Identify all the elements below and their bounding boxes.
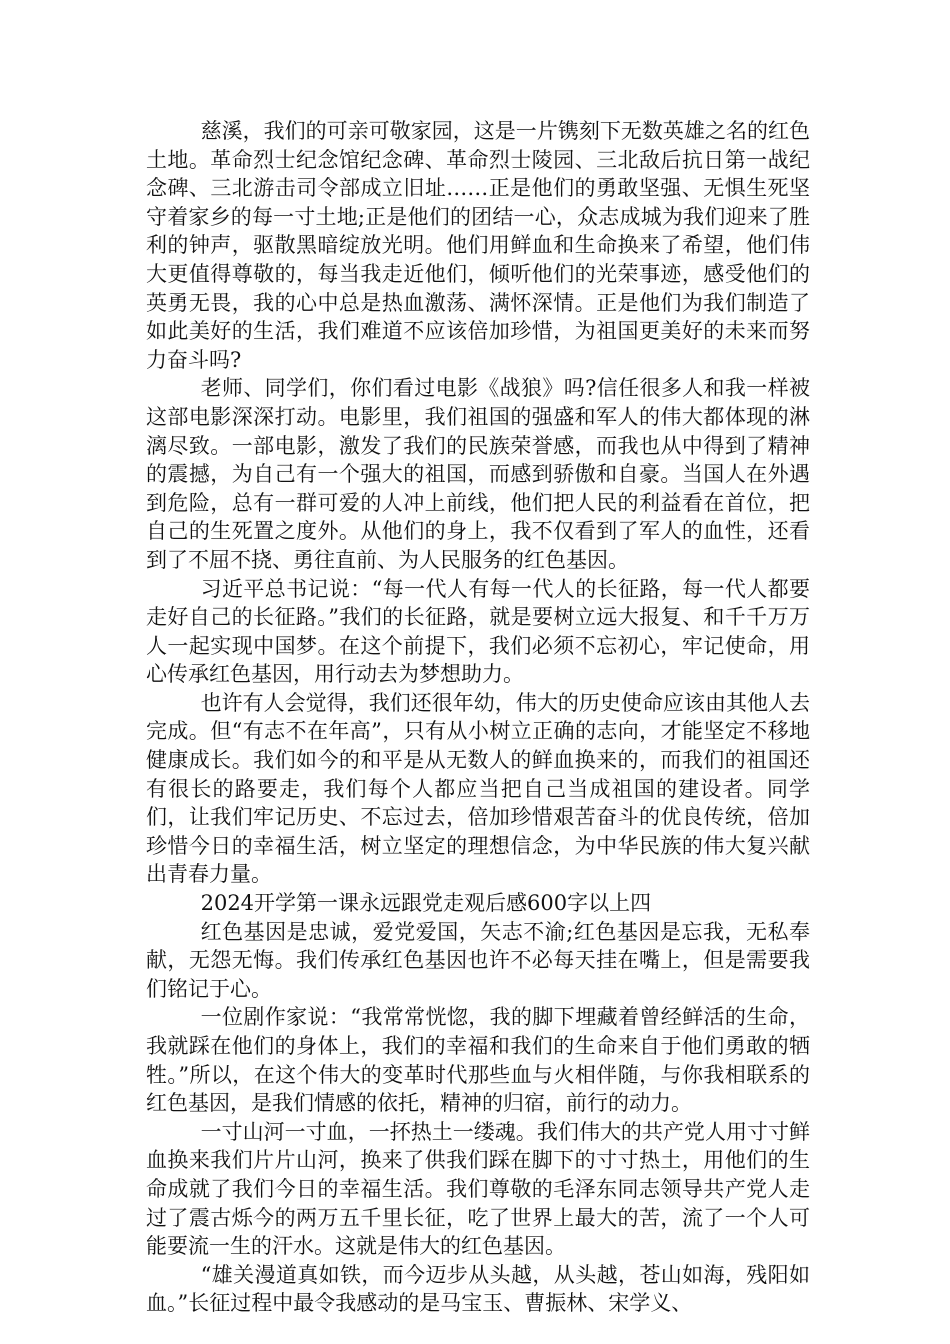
paragraph: “雄关漫道真如铁，而今迈步从头越，从头越，苍山如海，残阳如血。”长征过程中最令我感动的是马宝玉、曹振林、宋学义、: [146, 1262, 810, 1316]
paragraph: 老师、同学们，你们看过电影《战狼》吗?信任很多人和我一样被这部电影深深打动。电影里，我们祖国的强盛和军人的伟大都体现的淋漓尽致。一部电影，激发了我们的民族荣誉感，而我也从中得到了精神的震撼，为自己有一个强大的祖国，而感到骄傲和自豪。当国人在外遇到危险，总有一群可爱的人冲上前线，他们把人民的利益看在首位，把自己的生死置之度外。从他们的身上，我不仅看到了军人的血性，还看到了不屈不挠、勇往直前、为人民服务的红色基因。: [146, 376, 810, 572]
section-subtitle: 2024开学第一课永远跟党走观后感600字以上四: [200, 891, 652, 916]
paragraph: 习近平总书记说：“每一代人有每一代人的长征路，每一代人都要走好自己的长征路。”我们的长征路，就是要树立远大报复、和千千万万人一起实现中国梦。在这个前提下，我们必须不忘初心，牢记使命，用心传承红色基因，用行动去为梦想助力。: [146, 576, 810, 687]
paragraph: 红色基因是忠诚，爱党爱国，矢志不渝;红色基因是忘我，无私奉献，无怨无悔。我们传承红色基因也许不必每天挂在嘴上，但是需要我们铭记于心。: [146, 919, 810, 1001]
paragraph: 慈溪，我们的可亲可敬家园，这是一片镌刻下无数英雄之名的红色土地。革命烈士纪念馆纪念碑、革命烈士陵园、三北敌后抗日第一战纪念碑、三北游击司令部成立旧址……正是他们的勇敢坚强、无惧生死坚守着家乡的每一寸土地;正是他们的团结一心，众志成城为我们迎来了胜利的钟声，驱散黑暗绽放光明。他们用鲜血和生命换来了希望，他们伟大更值得尊敬的，每当我走近他们，倾听他们的光荣事迹，感受他们的英勇无畏，我的心中总是热血激荡、满怀深情。正是他们为我们制造了如此美好的生活，我们难道不应该倍加珍惜，为祖国更美好的未来而努力奋斗吗?: [146, 119, 810, 372]
paragraph: 也许有人会觉得，我们还很年幼，伟大的历史使命应该由其他人去完成。但“有志不在年高”，只有从小树立正确的志向，才能坚定不移地健康成长。我们如今的和平是从无数人的鲜血换来的，而我们的祖国还有很长的路要走，我们每个人都应当把自己当成祖国的建设者。同学们，让我们牢记历史、不忘过去，倍加珍惜艰苦奋斗的优良传统，倍加珍惜今日的幸福生活，树立坚定的理想信念，为中华民族的伟大复兴献出青春力量。: [146, 690, 810, 887]
document-body: [146, 117, 810, 1318]
paragraph: 一位剧作家说：“我常常恍惚，我的脚下埋藏着曾经鲜活的生命，我就踩在他们的身体上，我们的幸福和我们的生命来自于他们勇敢的牺牲。”所以，在这个伟大的变革时代那些血与火相伴随，与你我相联系的红色基因，是我们情感的依托，精神的归宿，前行的动力。: [146, 1005, 810, 1116]
paragraph: 一寸山河一寸血，一抔热土一缕魂。我们伟大的共产党人用寸寸鲜血换来我们片片山河，换来了供我们踩在脚下的寸寸热土，用他们的生命成就了我们今日的幸福生活。我们尊敬的毛泽东同志领导共产党人走过了震古烁今的两万五千里长征，吃了世界上最大的苦，流了一个人可能要流一生的汗水。这就是伟大的红色基因。: [146, 1119, 810, 1259]
